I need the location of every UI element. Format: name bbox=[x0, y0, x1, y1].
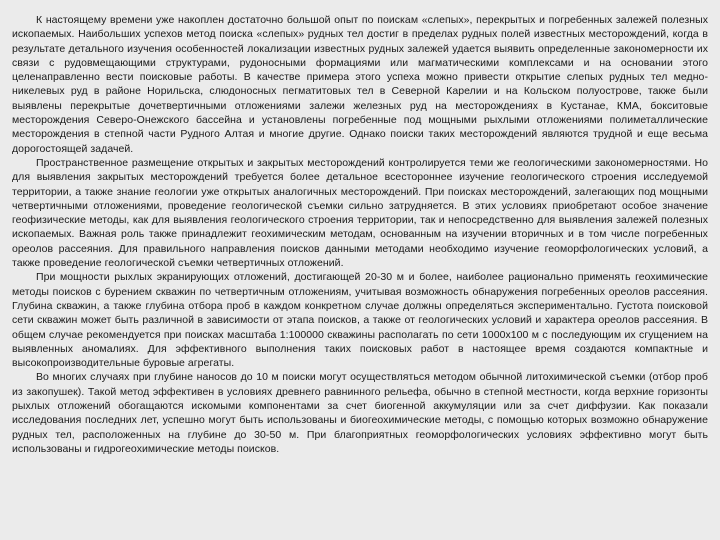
paragraph-blind-deposits-experience: К настоящему времени уже накоплен достаточно большой опыт по поискам «слепых», перекрытых и погребенных залежей полезных ископаемых. Наибольших успехов метод поиска «слепых» рудных тел достиг в пределах рудных полей известных месторождений, когда в результате детального изучения особенностей локализации известных рудных залежей удается выявить определенные закономерности их связи с рудовмещающими структурами, рудоносными формациями или магматическими комплексами и на основании этого целенаправленно вести поисковые работы. В качестве примера этого успеха можно привести открытие слепых рудных тел медно-никелевых руд в районе Норильска, слюдоносных пегматитовых тел в Северной Карелии и на Кольском полуострове, также были выявлены перекрытые дочетвертичными отложениями залежи железных руд на месторождениях в Кустанае, КМА, бокситовые месторождения Северо-Онежского бассейна и установлены погребенные под мощными рыхлыми отложениями полиметаллические месторождения в степной части Рудного Алтая и многие другие. Однако поиски таких месторождений являются трудной и еще весьма дорогостоящей задачей. bbox=[12, 14, 708, 155]
paragraph-lithochemical-survey: Во многих случаях при глубине наносов до 10 м поиски могут осуществляться методом обычной литохимической съемки (отбор проб из закопушек). Такой метод эффективен в условиях древнего равнинного рельефа, обычно в степной местности, когда верхние горизонты рыхлых отложений обогащаются искомыми компонентами за счет биогенной аккумуляции или за счет диффузии. Как показали исследования последних лет, успешно могут быть использованы и биогеохимические методы, с помощью которых возможно обнаружение рудных тел, расположенных на глубине до 30-50 м. При благоприятных геоморфологических условиях эффективно могут быть использованы и гидрогеохимические методы поисков. bbox=[12, 371, 708, 455]
paragraph-drilling-methods: При мощности рыхлых экранирующих отложений, достигающей 20-30 м и более, наиболее рационально применять геохимические методы поисков с бурением скважин по четвертичным отложениям, учитывая возможность обнаружения погребенных ореолов рассеяния. Глубина скважин, а также глубина отбора проб в каждом конкретном случае должны определяться экспериментально. Густота поисковой сети скважин может быть различной в зависимости от этапа поисков, а также от геологических условий и характера ореолов рассеяния. В общем случае рекомендуется при поисках масштаба 1:100000 скважины располагать по сети 1000х100 м с последующим их сгущением на выявленных аномалиях. Для эффективного выполнения таких поисковых работ в настоящее время создаются компактные и высокопроизводительные буровые агрегаты. bbox=[12, 271, 708, 370]
paragraph-spatial-distribution: Пространственное размещение открытых и закрытых месторождений контролируется теми же геологическими закономерностями. Но для выявления закрытых месторождений требуется более детальное всестороннее изучение геологического строения исследуемой территории, а также знание геологии уже открытых аналогичных месторождений. При поисках месторождений, залегающих под мощными четвертичными отложениями, проведение геологической съемки сильно затрудняется. В этих условиях приобретают особое значение геофизические методы, как для выявления геологического строения территории, так и непосредственно для выявления залежей полезных ископаемых. Важная роль также принадлежит геохимическим методам, основанным на изучении вторичных и в том числе погребенных ореолов рассеяния. Для правильного направления поисков данными методами необходимо изучение геоморфологических условий, а также проведение геологической съемки четвертичных отложений. bbox=[12, 156, 708, 270]
